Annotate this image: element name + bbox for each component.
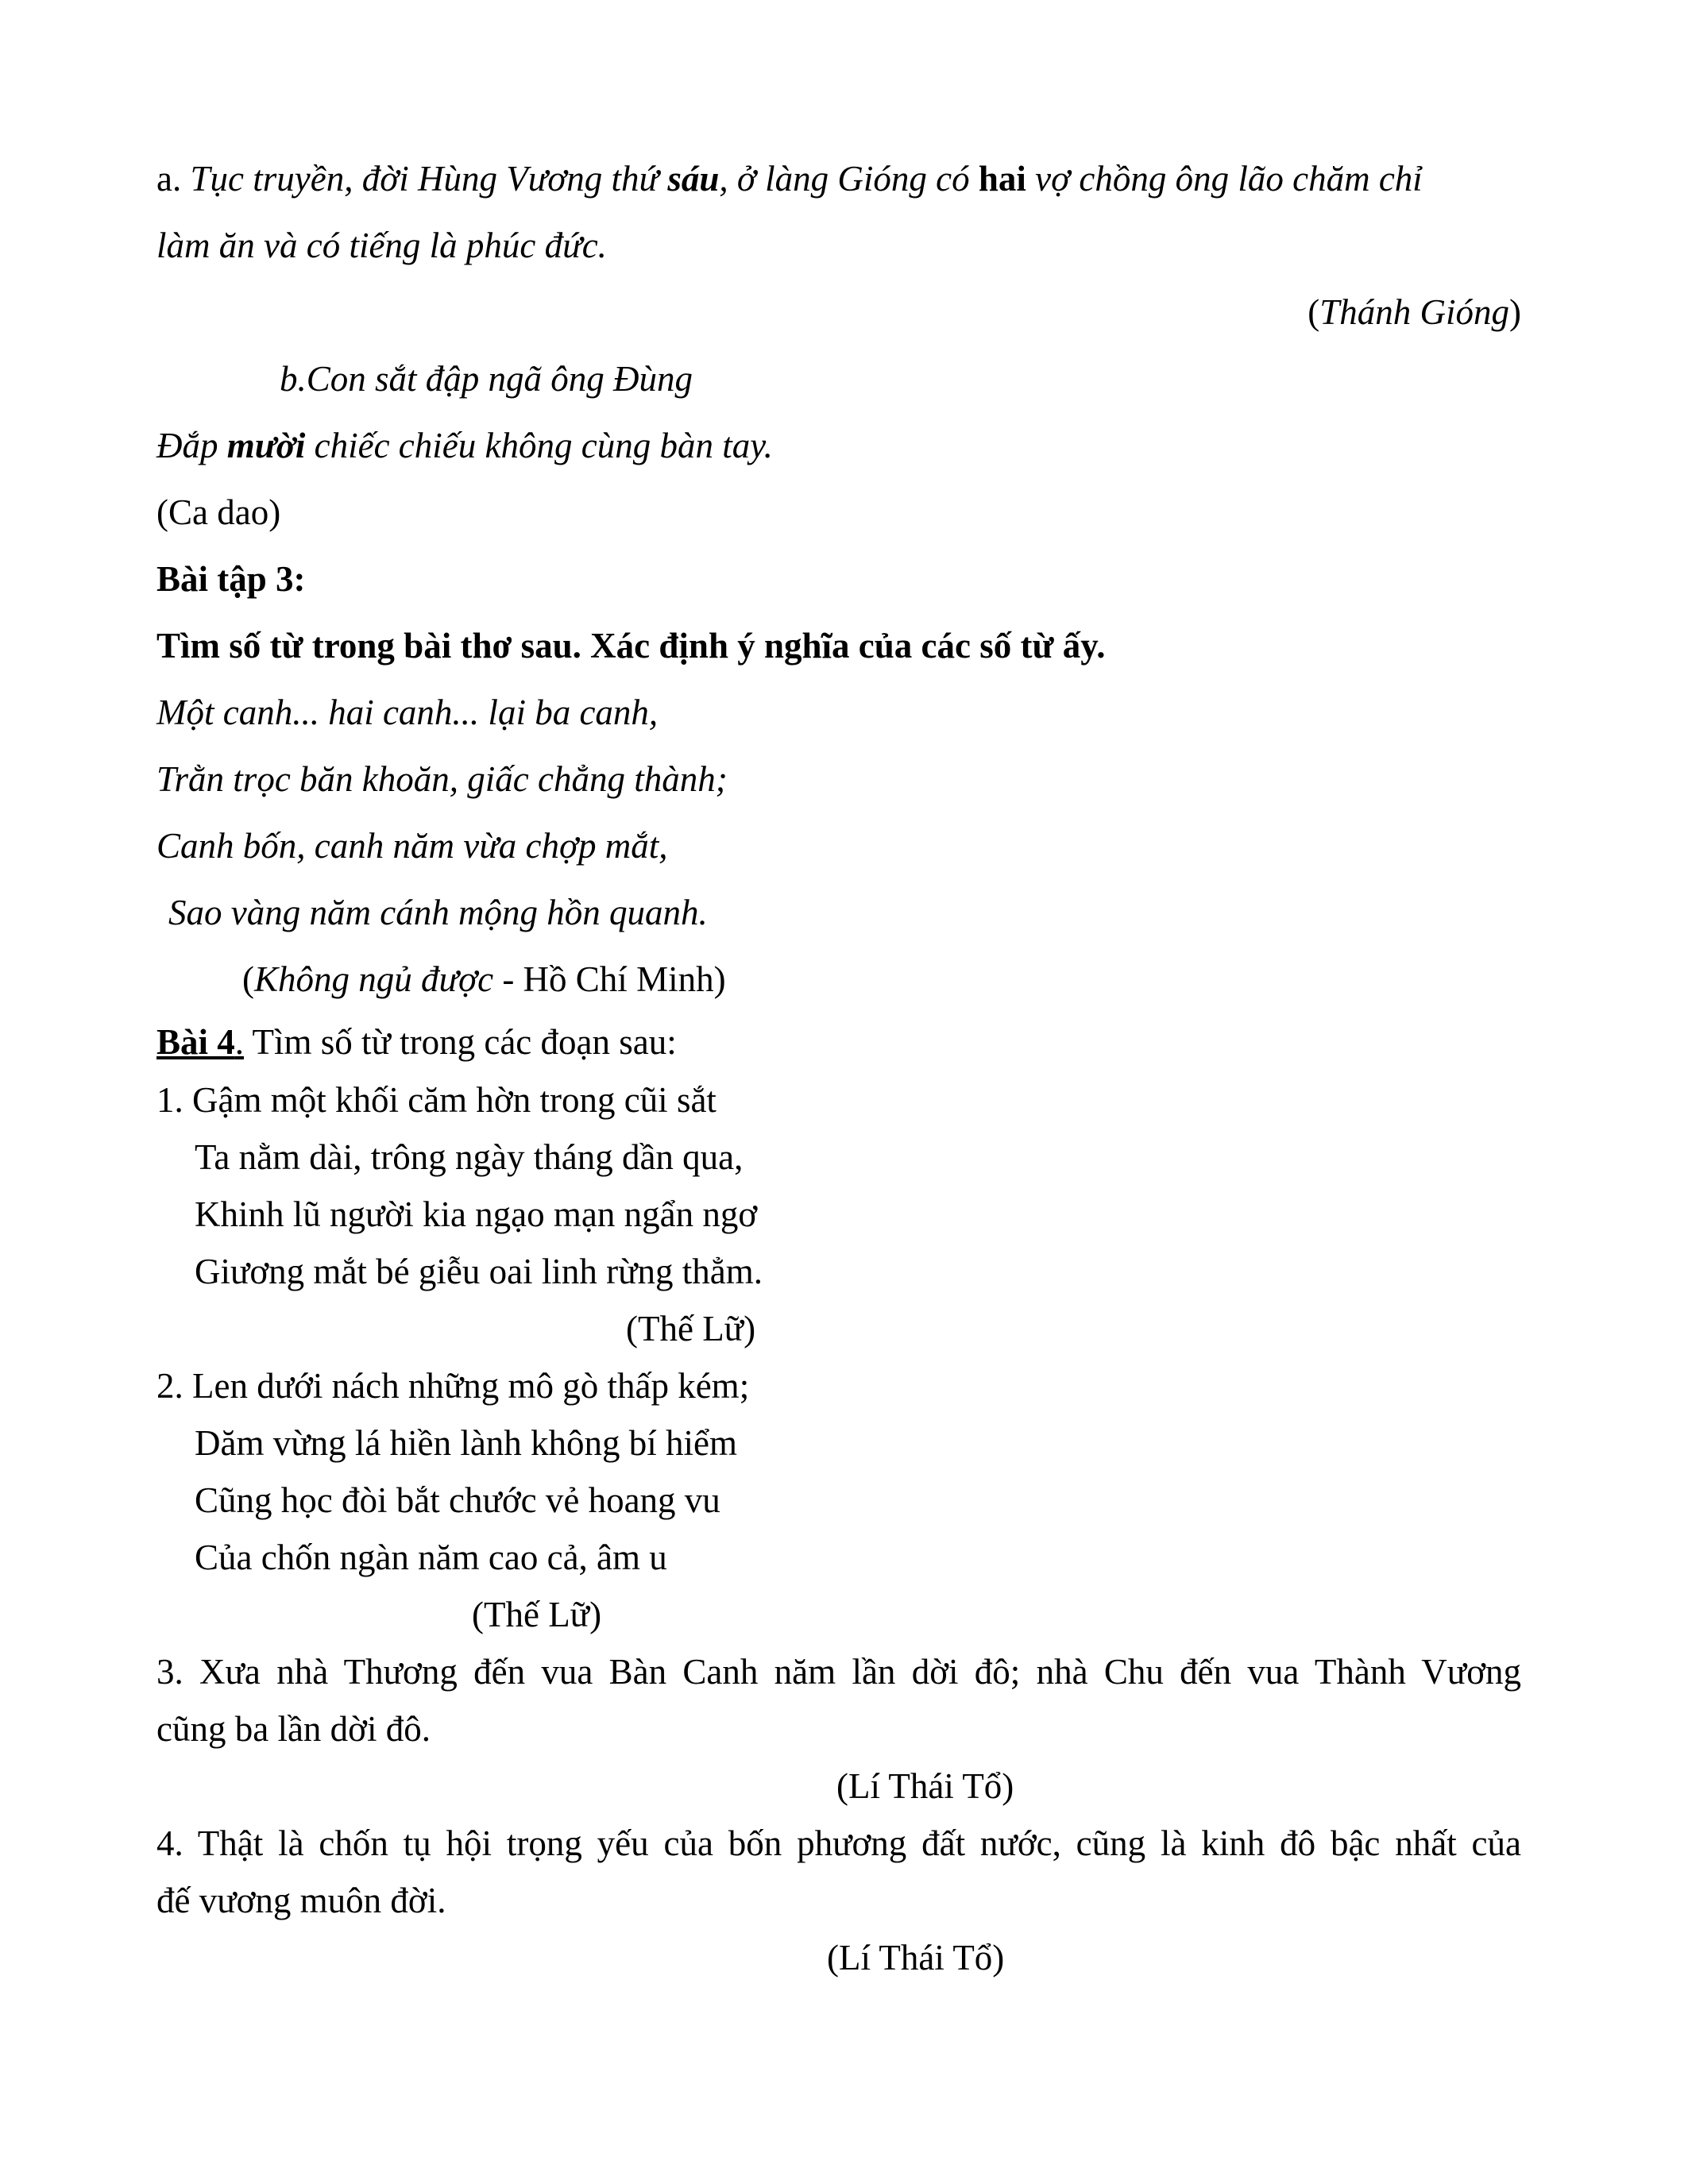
bai4-item1-source: (Thế Lữ) [626, 1309, 756, 1349]
exercise-b-line-1: b.Con sắt đập ngã ông Đùng [280, 359, 693, 399]
bai3-poem-line-1: Một canh... hai canh... lại ba canh, [156, 693, 659, 732]
bai4-item2-line-1: 2. Len dưới nách những mô gò thấp kém; [156, 1366, 750, 1406]
exercise-a-prefix: a. [156, 159, 191, 199]
bai3-poem-line-2: Trằn trọc băn khoăn, giấc chẳng thành; [156, 759, 728, 799]
exercise-a-source: (Thánh Gióng) [1308, 292, 1521, 332]
bai3-source: (Không ngủ được - Hồ Chí Minh) [242, 959, 726, 999]
exercise-b-line-2: Đắp mười chiếc chiếu không cùng bàn tay. [156, 426, 773, 465]
bai4-item3-line-2: cũng ba lần dời đô. [156, 1709, 431, 1749]
bai4-item2-line-4: Của chốn ngàn năm cao cả, âm u [195, 1538, 667, 1577]
bai4-item4-source: (Lí Thái Tổ) [827, 1938, 1005, 1978]
bai3-poem-line-3: Canh bốn, canh năm vừa chợp mắt, [156, 826, 668, 866]
bai4-item4-line-1: 4. Thật là chốn tụ hội trọng yếu của bốn phương đất nước, cũng là kinh đô bậc nhất của [156, 1823, 1521, 1863]
bai4-item2-line-3: Cũng học đòi bắt chước vẻ hoang vu [195, 1480, 720, 1520]
exercise-a-line-1 [156, 155, 1423, 203]
exercise-a-line-2: làm ăn và có tiếng là phúc đức. [156, 226, 607, 265]
bai3-instruction: Tìm số từ trong bài thơ sau. Xác định ý nghĩa của các số từ ấy. [156, 626, 1106, 666]
exercise-a-text: Tục truyền, đời Hùng Vương thứ sáu, ở làng Gióng có hai vợ chồng ông lão chăm chỉ [190, 159, 1423, 199]
bai3-heading: Bài tập 3: [156, 559, 306, 599]
source-title: Thánh Gióng [1319, 292, 1509, 332]
bai4-item1-line-4: Giương mắt bé giễu oai linh rừng thẳm. [195, 1252, 763, 1291]
bai4-item1-line-3: Khinh lũ người kia ngạo mạn ngẩn ngơ [195, 1194, 758, 1234]
exercise-b-source: (Ca dao) [156, 492, 281, 532]
bai4-instruction: Tìm số từ trong các đoạn sau: [244, 1022, 677, 1062]
bold-number-sau: sáu [667, 159, 720, 199]
bold-number-hai: hai [978, 159, 1026, 199]
bai4-item3-source: (Lí Thái Tổ) [836, 1766, 1014, 1806]
bai4-item2-source: (Thế Lữ) [472, 1595, 602, 1634]
bold-number-muoi: mười [226, 426, 306, 465]
bai3-poem-line-4: Sao vàng năm cánh mộng hồn quanh. [168, 893, 708, 932]
bai4-item4-line-2: đế vương muôn đời. [156, 1881, 446, 1920]
bai4-item3-line-1: 3. Xưa nhà Thương đến vua Bàn Canh năm lần dời đô; nhà Chu đến vua Thành Vương [156, 1652, 1521, 1692]
bai4-item1-line-1: 1. Gậm một khối căm hờn trong cũi sắt [156, 1080, 717, 1120]
bai4-item2-line-2: Dăm vừng lá hiền lành không bí hiểm [195, 1423, 738, 1463]
source-title: Không ngủ được [254, 959, 494, 999]
bai4-item1-line-2: Ta nằm dài, trông ngày tháng dần qua, [195, 1137, 744, 1177]
bai4-heading: Bài 4 [156, 1022, 235, 1062]
bai4-heading-line: Bài 4. Tìm số từ trong các đoạn sau: [156, 1022, 677, 1062]
